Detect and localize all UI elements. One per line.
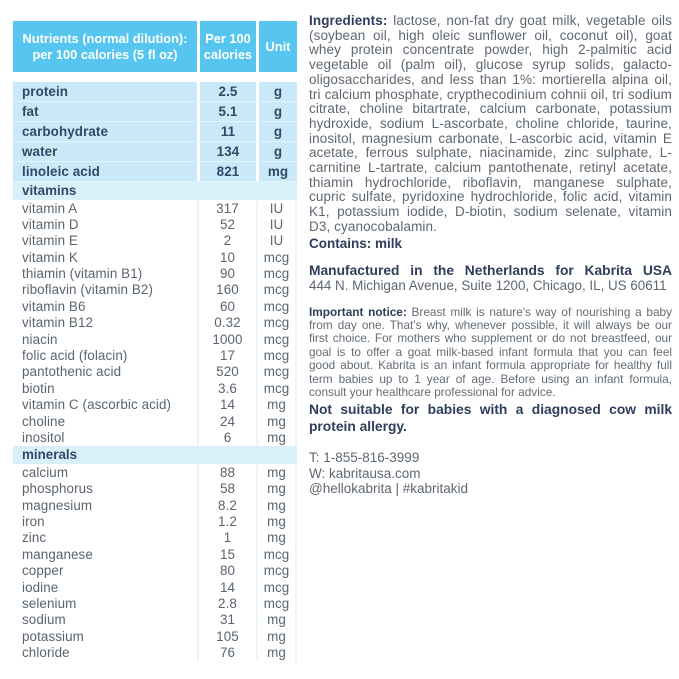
nutrient-value: 5.1 — [197, 102, 256, 121]
contact-phone: T: 1-855-816-3999 — [309, 450, 420, 466]
nutrient-unit: g — [256, 122, 297, 141]
table-row — [13, 563, 297, 579]
nutrient-name: calcium — [22, 464, 69, 480]
nutrient-value: 160 — [197, 282, 256, 298]
table-row — [13, 530, 297, 546]
nutrient-name: fat — [22, 104, 39, 119]
col-header-per100-line1: Per 100 — [205, 30, 251, 46]
col-header-unit — [256, 21, 297, 72]
table-row — [13, 612, 297, 628]
nutrient-value: 76 — [197, 645, 256, 661]
nutrient-name: copper — [22, 563, 64, 579]
contact-website: W: kabritausa.com — [309, 465, 421, 481]
nutrient-unit: mcg — [256, 547, 297, 563]
nutrient-unit: IU — [256, 217, 297, 233]
nutrient-name: potassium — [22, 628, 84, 644]
nutrient-name: selenium — [22, 595, 77, 611]
nutrient-name: vitamin K — [22, 249, 78, 265]
nutrient-name: iron — [22, 514, 45, 530]
nutrient-name: water — [22, 144, 58, 159]
nutrient-unit: mg — [256, 612, 297, 628]
table-row — [13, 282, 297, 298]
nutrient-unit: mg — [256, 645, 297, 661]
not-suitable-statement: Not suitable for babies with a diagnosed cow milk protein allergy. — [309, 402, 672, 434]
table-header-row — [13, 21, 297, 72]
nutrient-value: 88 — [197, 465, 256, 481]
nutrient-value: 105 — [197, 629, 256, 645]
important-notice-paragraph — [309, 306, 672, 400]
nutrient-value: 8.2 — [197, 498, 256, 514]
contact-block — [309, 450, 672, 496]
nutrient-unit: mg — [256, 465, 297, 481]
nutrient-value: 0.32 — [197, 315, 256, 331]
nutrient-value: 90 — [197, 266, 256, 282]
nutrient-unit: mg — [256, 530, 297, 546]
nutrient-unit: mcg — [256, 266, 297, 282]
info-column — [309, 14, 672, 496]
nutrient-value: 11 — [197, 122, 256, 141]
table-row — [13, 596, 297, 612]
nutrient-value: 14 — [197, 397, 256, 413]
nutrient-value: 31 — [197, 612, 256, 628]
nutrient-name: protein — [22, 84, 69, 99]
contains-statement: Contains: milk — [309, 235, 403, 251]
nutrient-name: riboflavin (vitamin B2) — [22, 282, 154, 298]
nutrient-unit: mg — [256, 481, 297, 497]
nutrient-unit: mcg — [256, 250, 297, 266]
nutrient-name: vitamin A — [22, 200, 78, 216]
table-row — [13, 233, 297, 249]
section-header-vitamins: vitamins — [13, 182, 297, 200]
nutrient-unit: IU — [256, 201, 297, 217]
nutrient-value: 15 — [197, 547, 256, 563]
nutrient-unit: mg — [256, 498, 297, 514]
nutrient-name: vitamin B12 — [22, 315, 94, 331]
nutrients-table — [13, 21, 297, 662]
nutrient-value: 520 — [197, 364, 256, 380]
nutrient-unit: mg — [256, 397, 297, 413]
nutrient-name: chloride — [22, 645, 70, 661]
nutrient-value: 1000 — [197, 332, 256, 348]
table-row — [13, 364, 297, 380]
table-row — [13, 645, 297, 661]
col-header-unit-line1: Unit — [265, 38, 291, 54]
contact-social: @hellokabrita | #kabritakid — [309, 480, 469, 496]
table-row — [13, 498, 297, 514]
table-row — [13, 381, 297, 397]
nutrient-unit: g — [256, 82, 297, 101]
nutrient-value: 60 — [197, 299, 256, 315]
nutrient-unit: g — [256, 142, 297, 161]
nutrient-value: 317 — [197, 201, 256, 217]
nutrient-name: inositol — [22, 429, 65, 445]
table-row — [13, 580, 297, 596]
nutrient-name: folic acid (folacin) — [22, 348, 128, 364]
nutrient-value: 58 — [197, 481, 256, 497]
table-row — [13, 102, 297, 122]
nutrient-value: 2 — [197, 233, 256, 249]
table-row — [13, 332, 297, 348]
nutrient-name: biotin — [22, 380, 55, 396]
nutrient-value: 80 — [197, 563, 256, 579]
nutrient-name: linoleic acid — [22, 164, 100, 179]
nutrient-value: 1 — [197, 530, 256, 546]
table-row — [13, 201, 297, 217]
col-header-per100-line2: calories — [203, 46, 253, 62]
table-row — [13, 250, 297, 266]
important-notice-label: Important notice: — [309, 304, 407, 319]
nutrient-value: 17 — [197, 348, 256, 364]
nutrient-name: vitamin E — [22, 233, 78, 249]
nutrient-name: niacin — [22, 331, 58, 347]
nutrient-unit: mcg — [256, 315, 297, 331]
nutrient-name: sodium — [22, 612, 66, 628]
nutrient-unit: mg — [256, 162, 297, 181]
table-row — [13, 348, 297, 364]
col-header-nutrients-line2: per 100 calories (5 fl oz) — [32, 46, 178, 62]
nutrient-name: phosphorus — [22, 481, 93, 497]
table-row — [13, 465, 297, 481]
nutrient-name: vitamin C (ascorbic acid) — [22, 397, 172, 413]
nutrient-value: 6 — [197, 430, 256, 446]
nutrient-value: 10 — [197, 250, 256, 266]
nutrient-unit: mcg — [256, 381, 297, 397]
manufacturer-address: 444 N. Michigan Avenue, Suite 1200, Chicago, IL, US 60611 — [309, 277, 667, 293]
nutrient-name: thiamin (vitamin B1) — [22, 266, 143, 282]
col-header-per100 — [197, 21, 256, 72]
nutrient-value: 24 — [197, 414, 256, 430]
table-row — [13, 315, 297, 331]
table-row — [13, 266, 297, 282]
nutrient-value: 2.5 — [197, 82, 256, 101]
table-row — [13, 514, 297, 530]
nutrient-name: pantothenic acid — [22, 364, 122, 380]
nutrient-name: vitamin D — [22, 216, 79, 232]
table-body — [13, 82, 297, 662]
nutrient-unit: mg — [256, 514, 297, 530]
nutrient-name: carbohydrate — [22, 124, 109, 139]
nutrient-value: 2.8 — [197, 596, 256, 612]
nutrient-unit: mg — [256, 430, 297, 446]
table-row — [13, 122, 297, 142]
table-row — [13, 142, 297, 162]
table-row — [13, 414, 297, 430]
table-row — [13, 162, 297, 182]
table-row — [13, 82, 297, 102]
ingredients-paragraph — [309, 14, 672, 235]
nutrient-value: 52 — [197, 217, 256, 233]
table-row — [13, 547, 297, 563]
nutrient-value: 821 — [197, 162, 256, 181]
table-row — [13, 217, 297, 233]
nutrient-unit: mcg — [256, 580, 297, 596]
nutrient-value: 134 — [197, 142, 256, 161]
ingredients-label: Ingredients: — [309, 13, 388, 28]
nutrient-unit: mcg — [256, 299, 297, 315]
nutrient-name: choline — [22, 413, 66, 429]
nutrient-name: manganese — [22, 546, 93, 562]
nutrient-name: zinc — [22, 530, 47, 546]
nutrient-value: 1.2 — [197, 514, 256, 530]
manufactured-line: Manufactured in the Netherlands for Kabrita USA — [309, 262, 672, 278]
nutrient-unit: mg — [256, 629, 297, 645]
nutrient-value: 14 — [197, 580, 256, 596]
table-row — [13, 299, 297, 315]
col-header-nutrients-line1: Nutrients (normal dilution): — [22, 30, 188, 46]
section-header-minerals: minerals — [13, 446, 297, 464]
nutrient-unit: mcg — [256, 282, 297, 298]
nutrient-value: 3.6 — [197, 381, 256, 397]
nutrient-unit: mcg — [256, 563, 297, 579]
table-row — [13, 397, 297, 413]
ingredients-text: lactose, non-fat dry goat milk, vegetable oils (soybean oil, high oleic sunflower oil, coconut oil), goat whey protein concentrate powder, high 2-palmitic acid vegetable oil (palm oil), glucose syrup solids, galacto-oligosaccharides, and less than 1%: mortierella alpina oil, tri calcium phosphate, crypthecodinium cohnii oil, tri sodium citrate, choline bitartrate, calcium carbonate, potassium hydroxide, sodium L-ascorbate, choline chloride, taurine, inositol, magnesium carbonate, L-ascorbic acid, vitamin E acetate, ferrous sulphate, niacinamide, zinc sulphate, L-carnitine L-tartrate, calcium pantothenate, retinyl acetate, thiamin hydrochloride, riboflavin, manganese sulphate, cupric sulfate, pyridoxine hydrochloride, folic acid, vitamin K1, potassium iodide, D-biotin, sodium selenate, vitamin D3, cyanocobalamin. — [309, 13, 672, 234]
table-row — [13, 481, 297, 497]
nutrient-unit: g — [256, 102, 297, 121]
nutrient-name: iodine — [22, 579, 59, 595]
nutrient-unit: mcg — [256, 364, 297, 380]
col-header-nutrients — [13, 21, 197, 72]
nutrient-unit: IU — [256, 233, 297, 249]
table-row — [13, 629, 297, 645]
table-row — [13, 430, 297, 446]
nutrient-unit: mg — [256, 414, 297, 430]
nutrient-unit: mcg — [256, 596, 297, 612]
nutrient-unit: mcg — [256, 332, 297, 348]
nutrient-name: magnesium — [22, 497, 93, 513]
nutrient-unit: mcg — [256, 348, 297, 364]
nutrient-name: vitamin B6 — [22, 298, 86, 314]
important-notice-text: Breast milk is nature's way of nourishing a baby from day one. That's why, whenever possible, it will always be our first choice. For mothers who supplement or do not breastfeed, our goal is to offer a goat milk-based infant formula that you can feel good about. Kabrita is an infant formula appropriate for healthy full term babies up to 1 year of age. Before using an infant formula, consult your healthcare professional for advice. — [309, 304, 673, 399]
